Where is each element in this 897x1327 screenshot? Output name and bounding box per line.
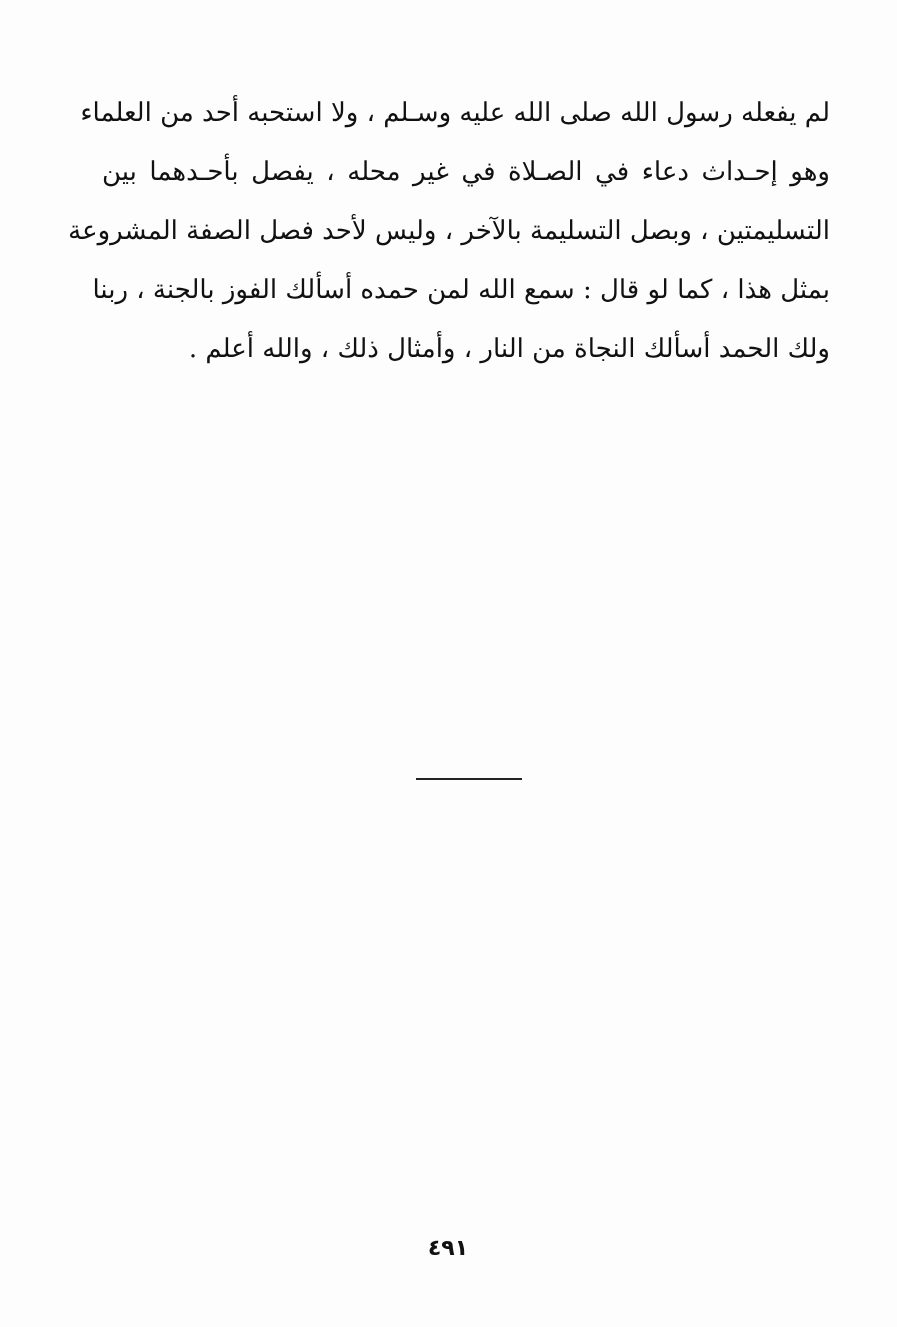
- section-divider: [416, 778, 522, 780]
- text-line-2: وهو إحـداث دعاء في الصـلاة في غير محله ، يفصل بأحـدهما بين: [102, 157, 830, 187]
- page-number: ٤٩١: [427, 1236, 469, 1261]
- text-line-1: لم يفعله رسول الله صلى الله عليه وسـلم ، ولا استحبه أحد من العلماء: [80, 98, 830, 128]
- text-line-3: التسليمتين ، وبصل التسليمة بالآخر ، وليس لأحد فصل الصفة المشروعة: [68, 216, 830, 246]
- text-line-4: بمثل هذا ، كما لو قال : سمع الله لمن حمده أسألك الفوز بالجنة ، ربنا: [92, 275, 830, 305]
- body-paragraph: [68, 84, 830, 379]
- text-line-5: ولك الحمد أسألك النجاة من النار ، وأمثال ذلك ، والله أعلم .: [188, 334, 830, 364]
